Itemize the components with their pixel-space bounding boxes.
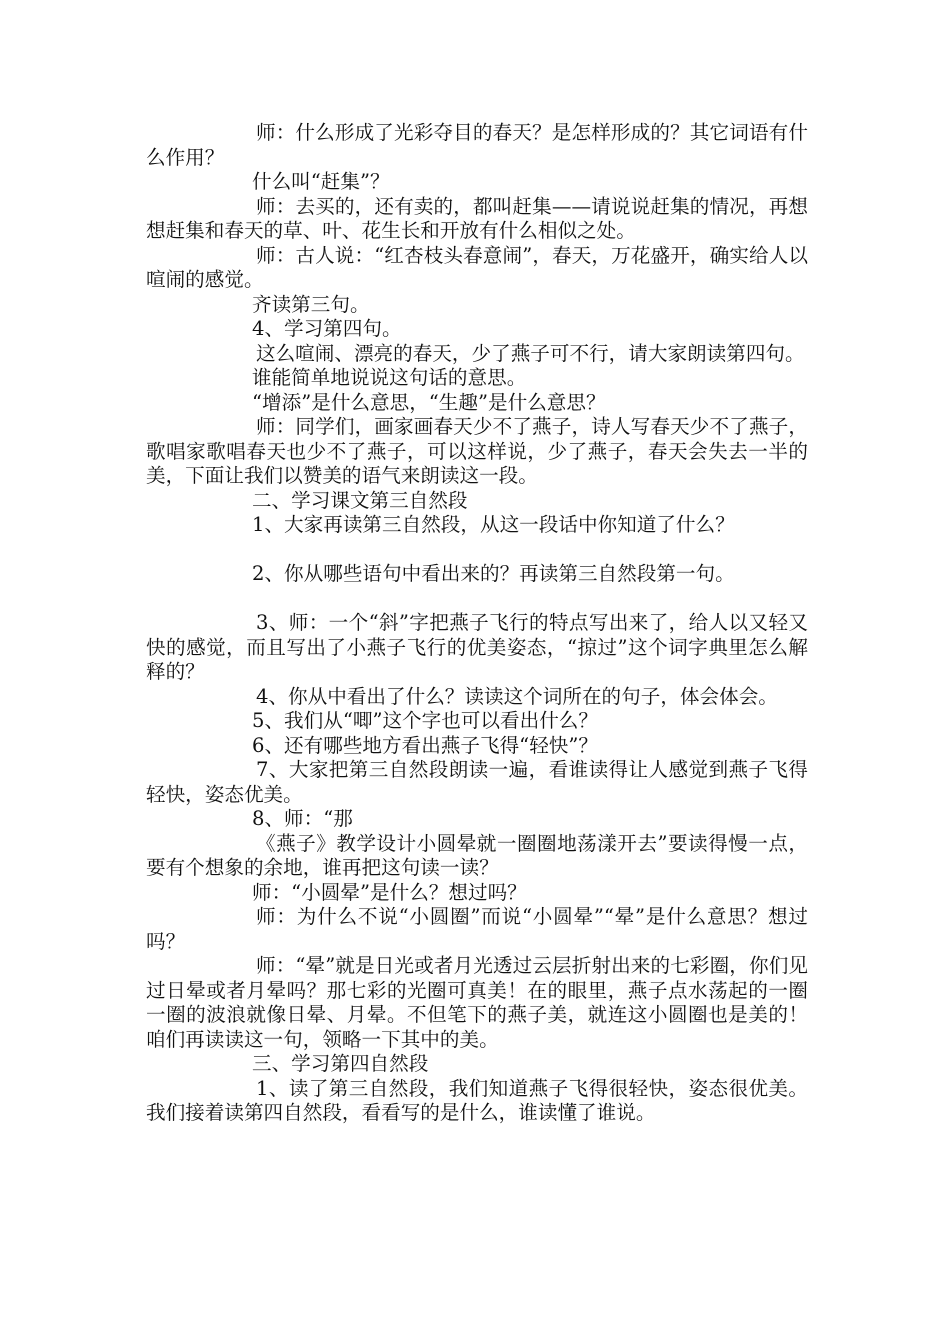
section-heading: 二、学习课文第三自然段 [252, 488, 468, 512]
paragraph: 师：同学们，画家画春天少不了燕子，诗人写春天少不了燕子，歌唱家歌唱春天也少不了燕子，可以这样说，少了燕子，春天会失去一半的美，下面让我们以赞美的语气来朗读这一段。 [146, 415, 808, 487]
section-step: 7、大家把第三自然段朗读一遍，看谁读得让人感觉到燕子飞得轻快，姿态优美。 [146, 758, 808, 806]
paragraph: 师：去买的，还有卖的，都叫赶集——请说说赶集的情况，再想想赶集和春天的草、叶、花生长和开放有什么相似之处。 [146, 194, 808, 242]
paragraph: “增添”是什么意思，“生趣”是什么意思？ [252, 390, 606, 414]
section-step: 8、师：“那 [252, 807, 353, 830]
paragraph: 师：古人说：“红杏枝头春意闹”，春天，万花盛开，确实给人以喧闹的感觉。 [146, 243, 808, 291]
section-step: 2、你从哪些语句中看出来的？再读第三自然段第一句。 [252, 562, 735, 585]
section-step: 6、还有哪些地方看出燕子飞得“轻快”？ [252, 733, 598, 757]
paragraph: 齐读第三句。 [252, 292, 370, 316]
section-step: 5、我们从“唧”这个字也可以看出什么？ [252, 709, 598, 732]
paragraph: 这么喧闹、漂亮的春天，少了燕子可不行，请大家朗读第四句。 [256, 341, 805, 365]
blank-line [146, 587, 808, 612]
paragraph: 《燕子》教学设计小圆晕就一圈圈地荡漾开去”要读得慢一点，要有个想象的余地，谁再把这句读一读？ [146, 831, 808, 879]
section-step: 4、学习第四句。 [252, 317, 402, 340]
paragraph: 谁能简单地说说这句话的意思。 [252, 366, 527, 389]
section-step: 4、你从中看出了什么？读读这个词所在的句子，体会体会。 [256, 684, 778, 708]
section-step: 1、读了第三自然段，我们知道燕子飞得很轻快，姿态很优美。我们接着读第四自然段，看看写的是什么，谁读懂了谁说。 [146, 1076, 808, 1124]
section-heading: 三、学习第四自然段 [252, 1052, 429, 1075]
section-step: 1、大家再读第三自然段，从这一段话中你知道了什么？ [252, 513, 735, 536]
paragraph: 师：为什么不说“小圆圈”而说“小圆晕”“晕”是什么意思？想过吗？ [146, 905, 808, 953]
section-step: 3、师：一个“斜”字把燕子飞行的特点写出来了，给人以又轻又快的感觉，而且写出了小燕子飞行的优美姿态，“掠过”这个词字典里怎么解释的？ [146, 611, 808, 683]
paragraph: 师：“小圆晕”是什么？想过吗？ [252, 880, 527, 904]
paragraph: 师：什么形成了光彩夺目的春天？是怎样形成的？其它词语有什么作用？ [146, 121, 808, 169]
paragraph: 什么叫“赶集”？ [252, 170, 390, 193]
blank-line [146, 538, 808, 563]
document-page [146, 121, 808, 1126]
paragraph: 师：“晕”就是日光或者月光透过云层折射出来的七彩圈，你们见过日晕或者月晕吗？那七彩的光圈可真美！在的眼里，燕子点水荡起的一圈一圈的波浪就像日晕、月晕。不但笔下的燕子美，就连这小圆圈也是美的！咱们再读读这一句，领略一下其中的美。 [146, 954, 808, 1051]
